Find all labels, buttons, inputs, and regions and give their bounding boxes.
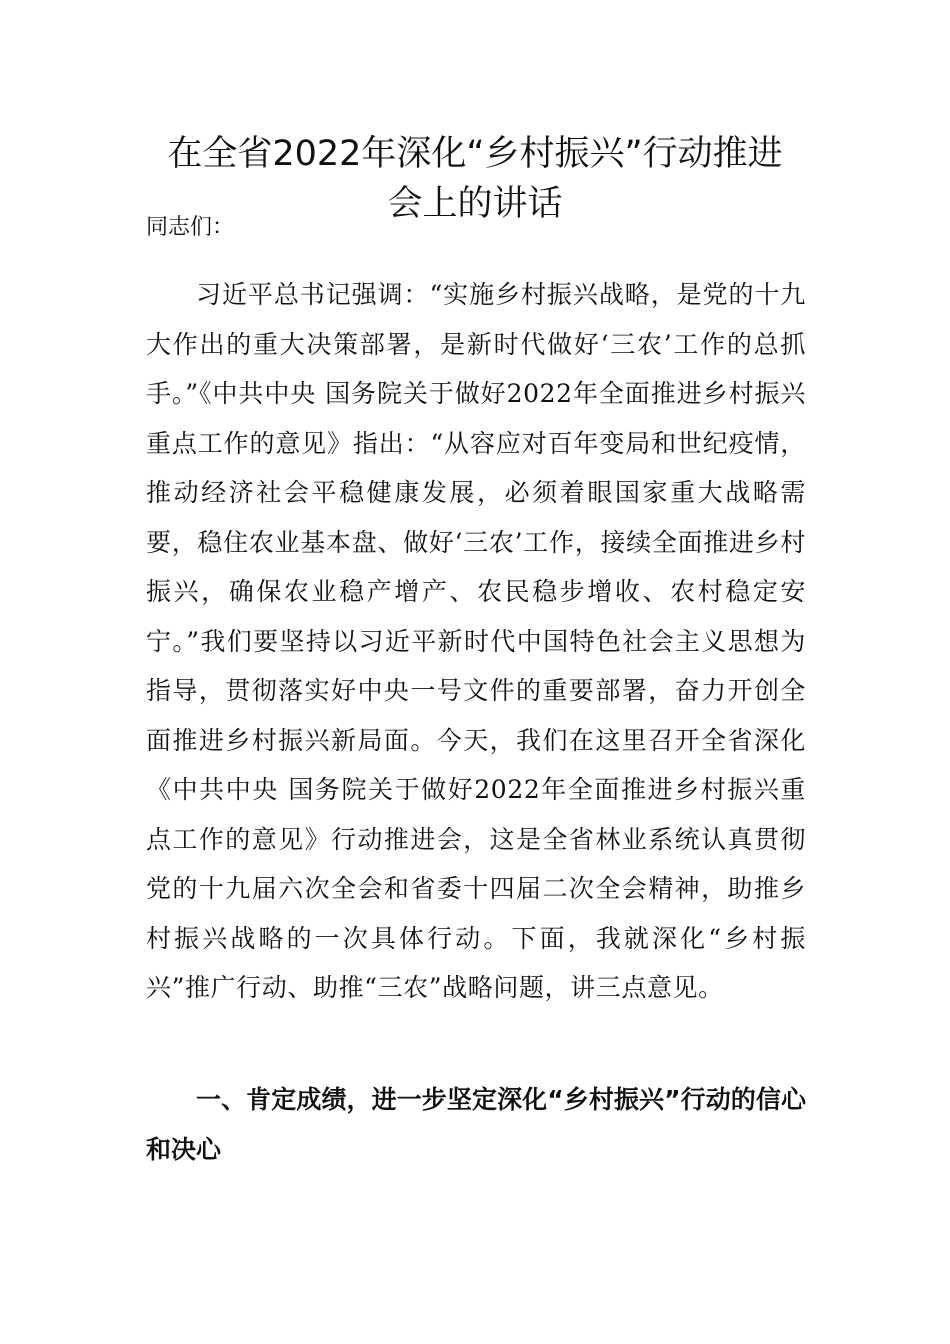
section-heading-1: 一、肯定成绩，进一步坚定深化“乡村振兴”行动的信心和决心	[146, 1085, 806, 1164]
salutation: 同志们：	[146, 215, 235, 240]
body-paragraph: 习近平总书记强调：“实施乡村振兴战略，是党的十九大作出的重大决策部署，是新时代做好‘三农’工作的总抓手。”《中共中央 国务院关于做好2022年全面推进乡村振兴重点工作的意见》指出：“从容应对百年变局和世纪疫情，推动经济社会平稳健康发展，必须着眼国家重大战略需要，稳住农业基本盘、做好‘三农’工作，接续全面推进乡村振兴，确保农业稳产增产、农民稳步增收、农村稳定安宁。”我们要坚持以习近平新时代中国特色社会主义思想为指导，贯彻落实好中央一号文件的重要部署，奋力开创全面推进乡村振兴新局面。今天，我们在这里召开全省深化《中共中央 国务院关于做好2022年全面推进乡村振兴重点工作的意见》行动推进会，这是全省林业系统认真贯彻党的十九届六次全会和省委十四届二次全会精神，助推乡村振兴战略的一次具体行动。下面，我就深化“乡村振兴”推广行动、助推“三农”战略问题，讲三点意见。	[146, 280, 806, 1002]
document-title-line-1: 在全省2022年深化“乡村振兴”行动推进	[167, 134, 783, 174]
document-title-line-2: 会上的讲话	[387, 184, 563, 224]
